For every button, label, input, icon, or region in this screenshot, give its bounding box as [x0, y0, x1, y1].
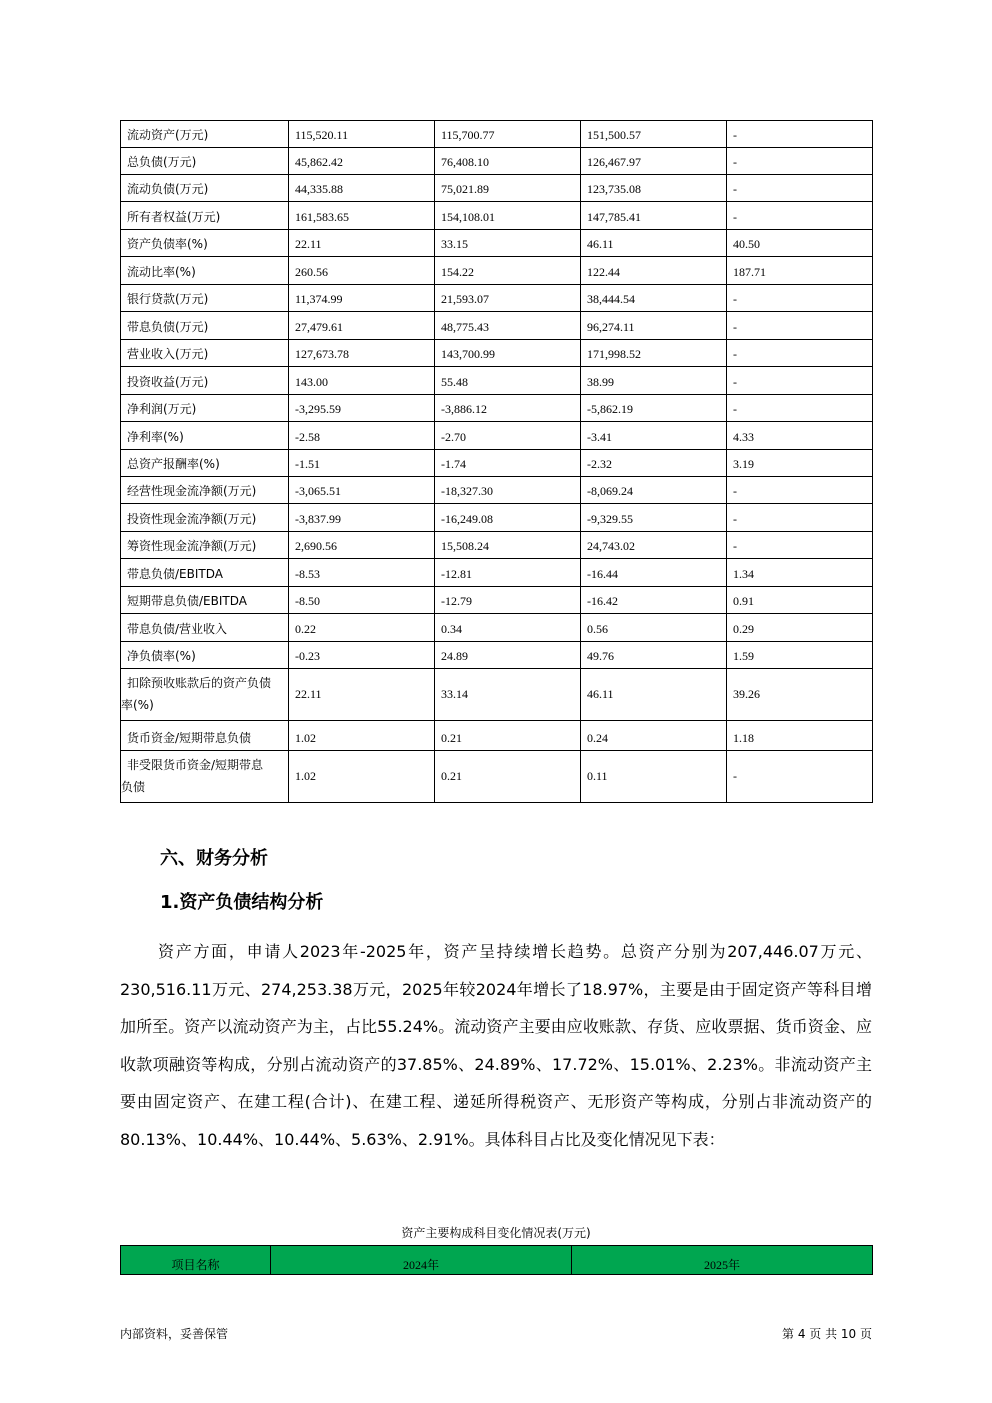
metric-label: 总资产报酬率(%)	[121, 450, 289, 477]
metric-label: 投资性现金流净额(万元)	[121, 504, 289, 532]
metric-value-v2: -12.81	[435, 559, 581, 587]
metric-value-v3: 38.99	[581, 367, 727, 395]
metric-value-v1: -8.50	[289, 587, 435, 614]
metric-value-v2: -16,249.08	[435, 504, 581, 532]
section-heading: 六、财务分析	[160, 848, 268, 869]
metric-value-v2: 0.21	[435, 751, 581, 803]
metric-value-v2: 15,508.24	[435, 532, 581, 559]
table-row	[121, 230, 873, 257]
metric-label-line: 非受限货币资金/短期带息	[127, 758, 264, 772]
metric-value-v1: 115,520.11	[289, 121, 435, 148]
metric-value-v3: -2.32	[581, 450, 727, 477]
asset-composition-table	[120, 1245, 873, 1275]
metric-value-v2: 0.21	[435, 721, 581, 751]
metric-value-v4: 0.91	[727, 587, 873, 614]
table-row	[121, 532, 873, 559]
metric-value-v1: 260.56	[289, 257, 435, 285]
metric-value-v2: 48,775.43	[435, 312, 581, 340]
metric-value-v4: -	[727, 202, 873, 230]
metric-value-v4: 187.71	[727, 257, 873, 285]
metric-value-v1: 27,479.61	[289, 312, 435, 340]
metric-value-v3: -3.41	[581, 422, 727, 450]
metric-value-v4: -	[727, 395, 873, 422]
metric-label	[121, 751, 289, 803]
footer-confidential: 内部资料，妥善保管	[120, 1327, 229, 1341]
metric-label: 带息负债(万元)	[121, 312, 289, 340]
analysis-paragraph: 资产方面，申请人2023年-2025年，资产呈持续增长趋势。总资产分别为207,446.07万元、230,516.11万元、274,253.38万元，2025年较2024年增长了18.97%，主要是由于固定资产等科目增加所至。资产以流动资产为主，占比55.24%。流动资产主要由应收账款、存货、应收票据、货币资金、应收款项融资等构成，分别占流动资产的37.85%、24.89%、17.72%、15.01%、2.23%。非流动资产主要由固定资产、在建工程(合计)、在建工程、递延所得税资产、无形资产等构成，分别占非流动资产的80.13%、10.44%、10.44%、5.63%、2.91%。具体科目占比及变化情况见下表：	[120, 942, 872, 1149]
metric-value-v2: -18,327.30	[435, 477, 581, 504]
table-row	[121, 312, 873, 340]
metric-value-v4: -	[727, 175, 873, 202]
metric-value-v1: 22.11	[289, 230, 435, 257]
metric-label: 净利率(%)	[121, 422, 289, 450]
metric-value-v4: 1.34	[727, 559, 873, 587]
metric-label: 净利润(万元)	[121, 395, 289, 422]
metric-label: 短期带息负债/EBITDA	[121, 587, 289, 614]
metric-label: 所有者权益(万元)	[121, 202, 289, 230]
metric-label: 带息负债/EBITDA	[121, 559, 289, 587]
metric-value-v3: 24,743.02	[581, 532, 727, 559]
metric-label: 净负债率(%)	[121, 642, 289, 669]
metric-label: 流动资产(万元)	[121, 121, 289, 148]
metric-value-v4: 0.29	[727, 614, 873, 642]
metric-value-v3: -5,862.19	[581, 395, 727, 422]
metric-value-v2: -2.70	[435, 422, 581, 450]
table-row	[121, 367, 873, 395]
metric-value-v1: 2,690.56	[289, 532, 435, 559]
header-year-2025: 2025年	[572, 1246, 873, 1275]
metric-value-v1: 143.00	[289, 367, 435, 395]
metric-value-v4: 4.33	[727, 422, 873, 450]
metric-value-v4: 1.18	[727, 721, 873, 751]
metric-value-v3: -16.44	[581, 559, 727, 587]
metric-value-v3: 123,735.08	[581, 175, 727, 202]
metric-value-v4: -	[727, 477, 873, 504]
metric-value-v4: -	[727, 340, 873, 367]
metric-value-v4: -	[727, 285, 873, 312]
table-row	[121, 257, 873, 285]
metric-label: 流动比率(%)	[121, 257, 289, 285]
metric-value-v2: 0.34	[435, 614, 581, 642]
metric-label-line: 负债	[121, 780, 146, 794]
metric-label: 资产负债率(%)	[121, 230, 289, 257]
table-row	[121, 559, 873, 587]
table-row	[121, 504, 873, 532]
metric-value-v3: 151,500.57	[581, 121, 727, 148]
table-row	[121, 422, 873, 450]
table-row	[121, 477, 873, 504]
table-row	[121, 340, 873, 367]
table-row	[121, 669, 873, 721]
table-row	[121, 614, 873, 642]
metric-value-v1: 1.02	[289, 751, 435, 803]
metric-value-v1: -3,295.59	[289, 395, 435, 422]
header-item-name: 项目名称	[121, 1246, 271, 1275]
metric-value-v2: -3,886.12	[435, 395, 581, 422]
header-year-2024: 2024年	[271, 1246, 572, 1275]
metric-value-v3: 171,998.52	[581, 340, 727, 367]
metric-value-v2: 115,700.77	[435, 121, 581, 148]
metric-value-v1: 161,583.65	[289, 202, 435, 230]
metric-value-v3: 46.11	[581, 669, 727, 721]
metric-value-v3: 49.76	[581, 642, 727, 669]
metric-value-v4: -	[727, 751, 873, 803]
metric-value-v2: 33.14	[435, 669, 581, 721]
table-row	[121, 121, 873, 148]
table-row	[121, 285, 873, 312]
table-row	[121, 642, 873, 669]
metric-value-v3: -8,069.24	[581, 477, 727, 504]
metric-value-v1: -3,065.51	[289, 477, 435, 504]
metric-value-v3: 96,274.11	[581, 312, 727, 340]
metric-value-v3: 147,785.41	[581, 202, 727, 230]
metric-value-v2: -1.74	[435, 450, 581, 477]
metric-label: 带息负债/营业收入	[121, 614, 289, 642]
metric-value-v2: 24.89	[435, 642, 581, 669]
metric-value-v1: -0.23	[289, 642, 435, 669]
metric-value-v4: 3.19	[727, 450, 873, 477]
metric-value-v4: -	[727, 367, 873, 395]
table-row	[121, 202, 873, 230]
metric-value-v3: -16.42	[581, 587, 727, 614]
metric-value-v3: 46.11	[581, 230, 727, 257]
metric-label-line: 扣除预收账款后的资产负债	[127, 676, 272, 690]
metric-value-v4: -	[727, 121, 873, 148]
metric-value-v4: 1.59	[727, 642, 873, 669]
table-row	[121, 395, 873, 422]
metric-label: 筹资性现金流净额(万元)	[121, 532, 289, 559]
metric-value-v3: 38,444.54	[581, 285, 727, 312]
table-row	[121, 175, 873, 202]
metric-value-v1: -1.51	[289, 450, 435, 477]
metric-label-line: 率(%)	[121, 698, 154, 712]
metric-label: 货币资金/短期带息负债	[121, 721, 289, 751]
metric-label: 经营性现金流净额(万元)	[121, 477, 289, 504]
metric-value-v4: -	[727, 312, 873, 340]
subsection-heading: 1.资产负债结构分析	[160, 892, 324, 913]
metric-value-v2: 21,593.07	[435, 285, 581, 312]
footer-page-number: 第 4 页 共 10 页	[782, 1327, 872, 1341]
metric-value-v2: 154.22	[435, 257, 581, 285]
metric-value-v3: 0.56	[581, 614, 727, 642]
metric-value-v1: -2.58	[289, 422, 435, 450]
financial-metrics-table	[120, 120, 873, 803]
metric-value-v3: 126,467.97	[581, 148, 727, 175]
metric-value-v1: -3,837.99	[289, 504, 435, 532]
metric-value-v1: 0.22	[289, 614, 435, 642]
metric-value-v3: 0.11	[581, 751, 727, 803]
metric-value-v4: -	[727, 504, 873, 532]
metric-label: 投资收益(万元)	[121, 367, 289, 395]
metric-value-v1: 1.02	[289, 721, 435, 751]
metric-value-v2: 76,408.10	[435, 148, 581, 175]
metric-value-v1: 127,673.78	[289, 340, 435, 367]
metric-value-v4: 40.50	[727, 230, 873, 257]
metric-value-v1: 11,374.99	[289, 285, 435, 312]
metric-value-v2: 55.48	[435, 367, 581, 395]
table-row	[121, 721, 873, 751]
metric-value-v4: 39.26	[727, 669, 873, 721]
metric-value-v1: 45,862.42	[289, 148, 435, 175]
asset-table-caption: 资产主要构成科目变化情况表(万元)	[401, 1226, 591, 1240]
metric-label	[121, 669, 289, 721]
metric-value-v4: -	[727, 148, 873, 175]
metric-value-v1: -8.53	[289, 559, 435, 587]
metric-label: 营业收入(万元)	[121, 340, 289, 367]
metric-value-v2: 75,021.89	[435, 175, 581, 202]
table-row	[121, 587, 873, 614]
table-row	[121, 751, 873, 803]
metric-label: 银行贷款(万元)	[121, 285, 289, 312]
table-row	[121, 450, 873, 477]
metric-value-v2: 143,700.99	[435, 340, 581, 367]
metric-value-v1: 44,335.88	[289, 175, 435, 202]
metric-value-v3: 0.24	[581, 721, 727, 751]
metric-value-v2: 154,108.01	[435, 202, 581, 230]
metric-value-v3: -9,329.55	[581, 504, 727, 532]
metric-label: 流动负债(万元)	[121, 175, 289, 202]
asset-table-header-row	[121, 1246, 873, 1275]
metric-value-v4: -	[727, 532, 873, 559]
metric-value-v3: 122.44	[581, 257, 727, 285]
metric-value-v1: 22.11	[289, 669, 435, 721]
metric-value-v2: 33.15	[435, 230, 581, 257]
metric-value-v2: -12.79	[435, 587, 581, 614]
metric-label: 总负债(万元)	[121, 148, 289, 175]
table-row	[121, 148, 873, 175]
